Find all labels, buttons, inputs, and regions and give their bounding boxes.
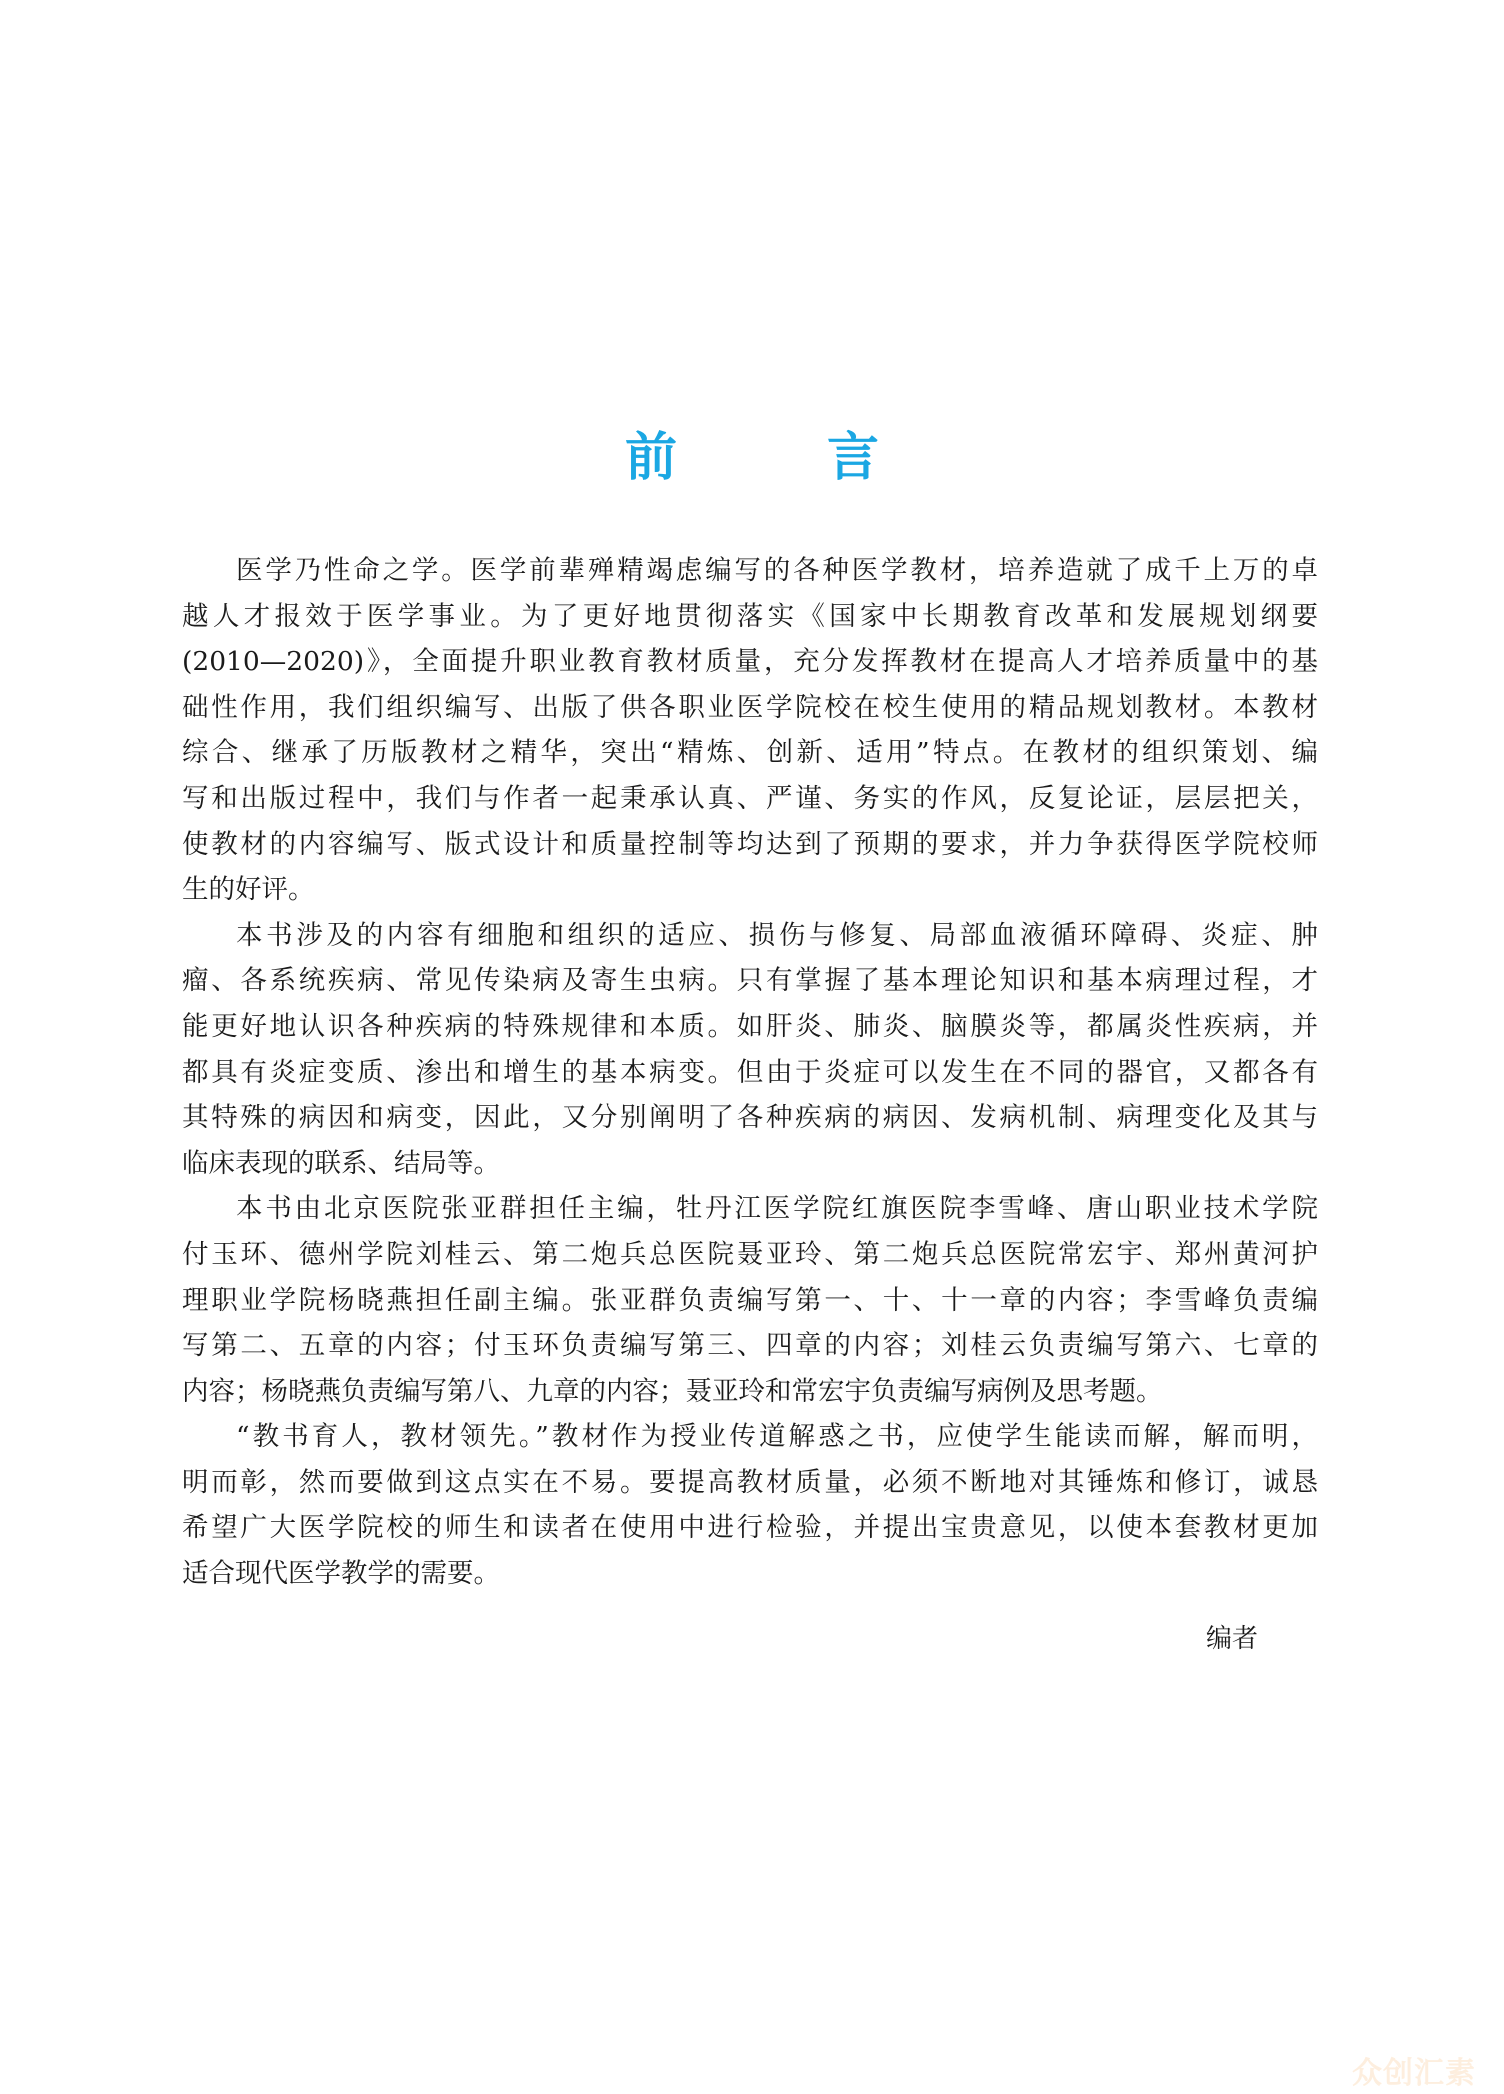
paragraph-1-line-1: 医学乃性命之学。医学前辈殚精竭虑编写的各种医学教材，培养造就了成千上万的卓	[236, 555, 1318, 586]
paragraph-3-line-3: 理职业学院杨晓燕担任副主编。张亚群负责编写第一、十、十一章的内容；李雪峰负责编	[182, 1284, 1318, 1316]
page-title	[0, 423, 1504, 493]
paragraph-1-line-6: 写和出版过程中，我们与作者一起秉承认真、严谨、务实的作风，反复论证，层层把关，	[182, 782, 1318, 814]
paragraph-1-line-7: 使教材的内容编写、版式设计和质量控制等均达到了预期的要求，并力争获得医学院校师	[182, 828, 1318, 860]
author-signature: 编者	[1206, 1624, 1259, 1654]
paragraph-1-line-2: 越人才报效于医学事业。为了更好地贯彻落实《国家中长期教育改革和发展规划纲要	[182, 600, 1318, 632]
paragraph-4-line-3: 希望广大医学院校的师生和读者在使用中进行检验，并提出宝贵意见，以使本套教材更加	[182, 1512, 1318, 1544]
paragraph-4-line-4: 适合现代医学教学的需要。	[182, 1558, 500, 1590]
paragraph-2-line-1: 本书涉及的内容有细胞和组织的适应、损伤与修复、局部血液循环障碍、炎症、肿	[236, 919, 1318, 951]
paragraph-2-line-3: 能更好地认识各种疾病的特殊规律和本质。如肝炎、肺炎、脑膜炎等，都属炎性疾病，并	[182, 1010, 1318, 1042]
paragraph-1-line-8: 生的好评。	[182, 874, 315, 906]
paragraph-4-line-1: “教书育人，教材领先。”教材作为授业传道解惑之书，应使学生能读而解，解而明，	[236, 1421, 1318, 1453]
preface-body	[182, 548, 1318, 1597]
watermark-logo: 众创汇素	[1352, 2056, 1476, 2091]
page-title-char-2: 言	[827, 426, 880, 488]
paragraph-1-line-3: (2010—2020)》，全面提升职业教育教材质量，充分发挥教材在提高人才培养质量中的基	[182, 646, 1318, 678]
paragraph-1-line-5: 综合、继承了历版教材之精华，突出“精炼、创新、适用”特点。在教材的组织策划、编	[182, 737, 1318, 769]
paragraph-2-line-5: 其特殊的病因和病变，因此，又分别阐明了各种疾病的病因、发病机制、病理变化及其与	[182, 1102, 1318, 1134]
paragraph-4-line-2: 明而彰，然而要做到这点实在不易。要提高教材质量，必须不断地对其锤炼和修订，诚恳	[182, 1466, 1318, 1498]
paragraph-3-line-4: 写第二、五章的内容；付玉环负责编写第三、四章的内容；刘桂云负责编写第六、七章的	[182, 1330, 1318, 1362]
paragraph-3-line-2: 付玉环、德州学院刘桂云、第二炮兵总医院聂亚玲、第二炮兵总医院常宏宇、郑州黄河护	[182, 1238, 1318, 1270]
paragraph-2-line-4: 都具有炎症变质、渗出和增生的基本病变。但由于炎症可以发生在不同的器官，又都各有	[182, 1056, 1318, 1088]
paragraph-3-line-1: 本书由北京医院张亚群担任主编，牡丹江医学院红旗医院李雪峰、唐山职业技术学院	[236, 1193, 1318, 1225]
paragraph-2-line-2: 瘤、各系统疾病、常见传染病及寄生虫病。只有掌握了基本理论知识和基本病理过程，才	[182, 965, 1318, 997]
page-title-char-1: 前	[624, 426, 677, 488]
paragraph-3-line-5: 内容；杨晓燕负责编写第八、九章的内容；聂亚玲和常宏宇负责编写病例及思考题。	[182, 1375, 1163, 1407]
paragraph-2-line-6: 临床表现的联系、结局等。	[182, 1147, 500, 1179]
paragraph-1-line-4: 础性作用，我们组织编写、出版了供各职业医学院校在校生使用的精品规划教材。本教材	[182, 691, 1318, 723]
